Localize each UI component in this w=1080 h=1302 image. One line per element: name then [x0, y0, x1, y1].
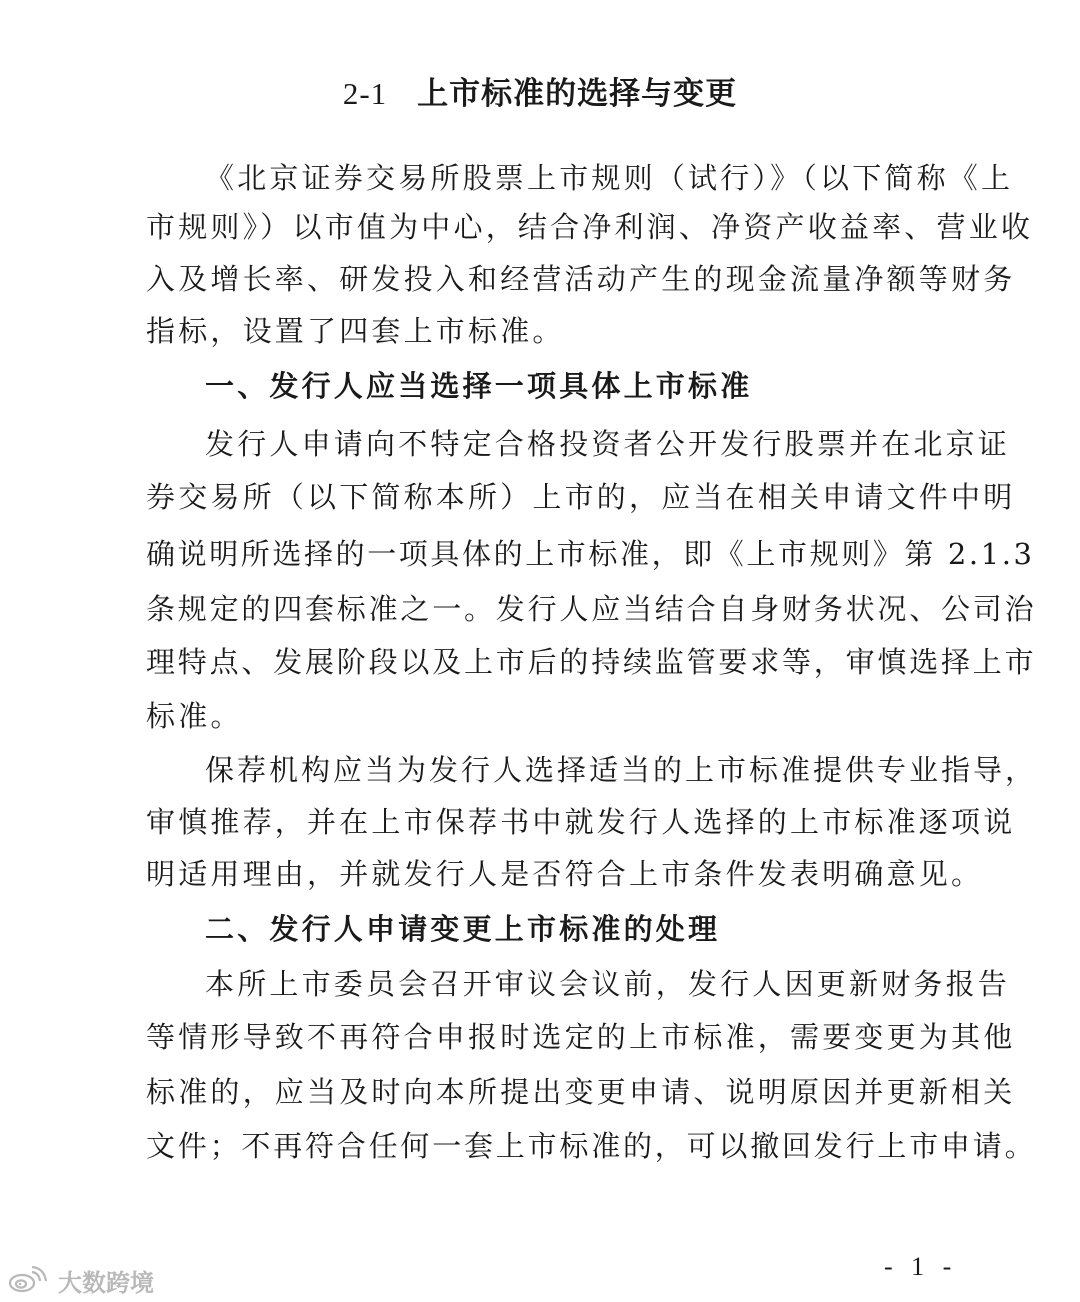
paragraph-line: 《北京证券交易所股票上市规则（试行）》（以下简称《上	[205, 161, 1014, 195]
paragraph-line: 保荐机构应当为发行人选择适当的上市标准提供专业指导，	[205, 753, 1038, 787]
title-number: 2-1	[342, 76, 388, 111]
paragraph-line: 标准的，应当及时向本所提出变更申请、说明原因并更新相关	[146, 1075, 1016, 1109]
section-heading: 一、发行人应当选择一项具体上市标准	[205, 369, 753, 403]
paragraph-line: 入及增长率、研发投入和经营活动产生的现金流量净额等财务	[146, 262, 1016, 296]
paragraph-line: 等情形导致不再符合申报时选定的上市标准，需要变更为其他	[146, 1020, 1016, 1054]
watermark-text: 大数跨境	[58, 1268, 154, 1297]
paragraph-line: 指标，设置了四套上市标准。	[146, 314, 565, 348]
watermark	[8, 1264, 154, 1296]
paragraph-line: 审慎推荐，并在上市保荐书中就发行人选择的上市标准逐项说	[146, 805, 1016, 839]
page-title	[0, 68, 1080, 113]
weibo-logo-icon	[8, 1266, 52, 1294]
paragraph-line: 发行人申请向不特定合格投资者公开发行股票并在北京证	[205, 427, 1011, 461]
paragraph-line: 本所上市委员会召开审议会议前，发行人因更新财务报告	[205, 967, 1011, 1001]
paragraph-line: 标准。	[146, 699, 243, 733]
paragraph-line: 明适用理由，并就发行人是否符合上市条件发表明确意见。	[146, 857, 984, 891]
page-number: - 1 -	[884, 1252, 958, 1281]
paragraph-line: 确说明所选择的一项具体的上市标准，即《上市规则》第 2.1.3	[146, 537, 1035, 571]
section-heading: 二、发行人申请变更上市标准的处理	[205, 912, 721, 946]
paragraph-line: 理特点、发展阶段以及上市后的持续监管要求等，审慎选择上市	[146, 645, 1037, 679]
paragraph-line: 文件；不再符合任何一套上市标准的，可以撤回发行上市申请。	[146, 1129, 1037, 1163]
paragraph-line: 券交易所（以下简称本所）上市的，应当在相关申请文件中明	[146, 480, 1016, 514]
paragraph-line: 市规则》）以市值为中心，结合净利润、净资产收益率、营业收	[146, 210, 1034, 244]
paragraph-line: 条规定的四套标准之一。发行人应当结合自身财务状况、公司治	[146, 592, 1037, 626]
title-text: 上市标准的选择与变更	[417, 76, 738, 112]
